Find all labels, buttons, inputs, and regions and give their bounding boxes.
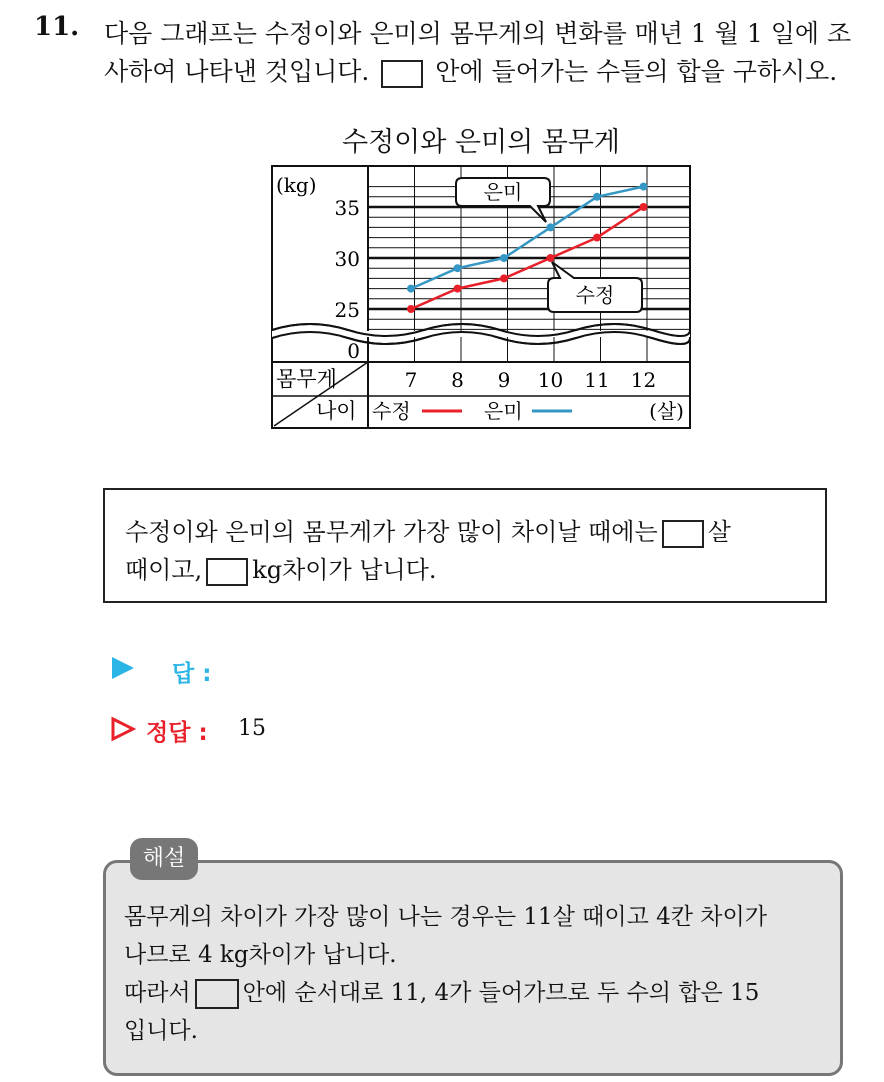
data-point-eunmi bbox=[593, 193, 601, 201]
data-point-sujeong bbox=[593, 234, 601, 242]
data-point-eunmi bbox=[407, 285, 415, 293]
correct-triangle-icon bbox=[110, 716, 136, 742]
x-tick-label: 11 bbox=[584, 368, 610, 392]
x-tick-label: 7 bbox=[404, 368, 418, 392]
box-line-2-post: kg차이가 납니다. bbox=[252, 556, 437, 584]
question-box bbox=[103, 488, 827, 603]
data-point-sujeong bbox=[407, 305, 415, 313]
explanation-line-3-post: 안에 순서대로 11, 4가 들어가므로 두 수의 합은 15 bbox=[242, 980, 760, 1006]
question-line-1: 다음 그래프는 수정이와 은미의 몸무게의 변화를 매년 1 월 1 일에 조 bbox=[104, 19, 852, 48]
box-line-1 bbox=[125, 512, 731, 548]
x-tick-label: 12 bbox=[630, 368, 657, 392]
data-point-eunmi bbox=[547, 223, 555, 231]
question-line-2-post: 안에 들어가는 수들의 합을 구하시오. bbox=[435, 57, 838, 86]
box-line-1-pre: 수정이와 은미의 몸무게가 가장 많이 차이날 때에는 bbox=[125, 518, 658, 546]
legend-sujeong-label: 수정 bbox=[372, 399, 411, 423]
correct-label: 정답 : bbox=[146, 720, 208, 746]
box-line-2 bbox=[125, 550, 436, 586]
explanation-line-1: 몸무게의 차이가 가장 많이 나는 경우는 11살 때이고 4칸 차이가 bbox=[124, 904, 767, 930]
answer-triangle-icon bbox=[110, 655, 136, 681]
legend-eunmi-label: 은미 bbox=[484, 399, 523, 423]
data-point-sujeong bbox=[547, 254, 555, 262]
box-line-2-pre: 때이고, bbox=[125, 556, 203, 584]
explanation-line-3-pre: 따라서 bbox=[124, 980, 191, 1006]
callout-sujeong-text: 수정 bbox=[575, 283, 615, 307]
box-line-1-post: 살 bbox=[707, 518, 731, 546]
explanation-tab: 해설 bbox=[130, 838, 198, 880]
y-tick-label: 25 bbox=[334, 298, 360, 322]
y-tick-label: 0 bbox=[347, 339, 360, 363]
y-tick-label: 30 bbox=[334, 247, 360, 271]
correct-value: 15 bbox=[238, 716, 266, 741]
data-point-sujeong bbox=[454, 285, 462, 293]
answer-label: 답 : bbox=[172, 661, 212, 687]
data-point-eunmi bbox=[454, 264, 462, 272]
weight-chart bbox=[0, 0, 884, 440]
x-unit-label: (살) bbox=[649, 399, 684, 423]
blank-box-icon bbox=[195, 979, 239, 1009]
explanation-line-4: 입니다. bbox=[124, 1018, 198, 1044]
data-point-sujeong bbox=[640, 203, 648, 211]
blank-box-icon bbox=[206, 558, 248, 586]
data-point-eunmi bbox=[500, 254, 508, 262]
question-number: 11. bbox=[34, 12, 80, 42]
blank-box-icon bbox=[662, 520, 704, 548]
data-point-sujeong bbox=[500, 274, 508, 282]
x-tick-label: 9 bbox=[497, 368, 511, 392]
y-unit-label: (kg) bbox=[276, 173, 317, 197]
x-tick-label: 8 bbox=[451, 368, 464, 392]
explanation-line-2: 나므로 4 kg차이가 납니다. bbox=[124, 942, 397, 968]
header-age-label: 나이 bbox=[316, 399, 357, 423]
chart-title: 수정이와 은미의 몸무게 bbox=[342, 127, 620, 158]
x-tick-label: 10 bbox=[537, 368, 564, 392]
explanation-line-3 bbox=[124, 974, 759, 1009]
question-line-2-pre: 사하여 나타낸 것입니다. bbox=[104, 57, 370, 86]
y-tick-label: 35 bbox=[334, 196, 360, 220]
data-point-eunmi bbox=[640, 183, 648, 191]
callout-eunmi-text: 은미 bbox=[483, 180, 523, 204]
header-weight-label: 몸무게 bbox=[276, 367, 337, 391]
